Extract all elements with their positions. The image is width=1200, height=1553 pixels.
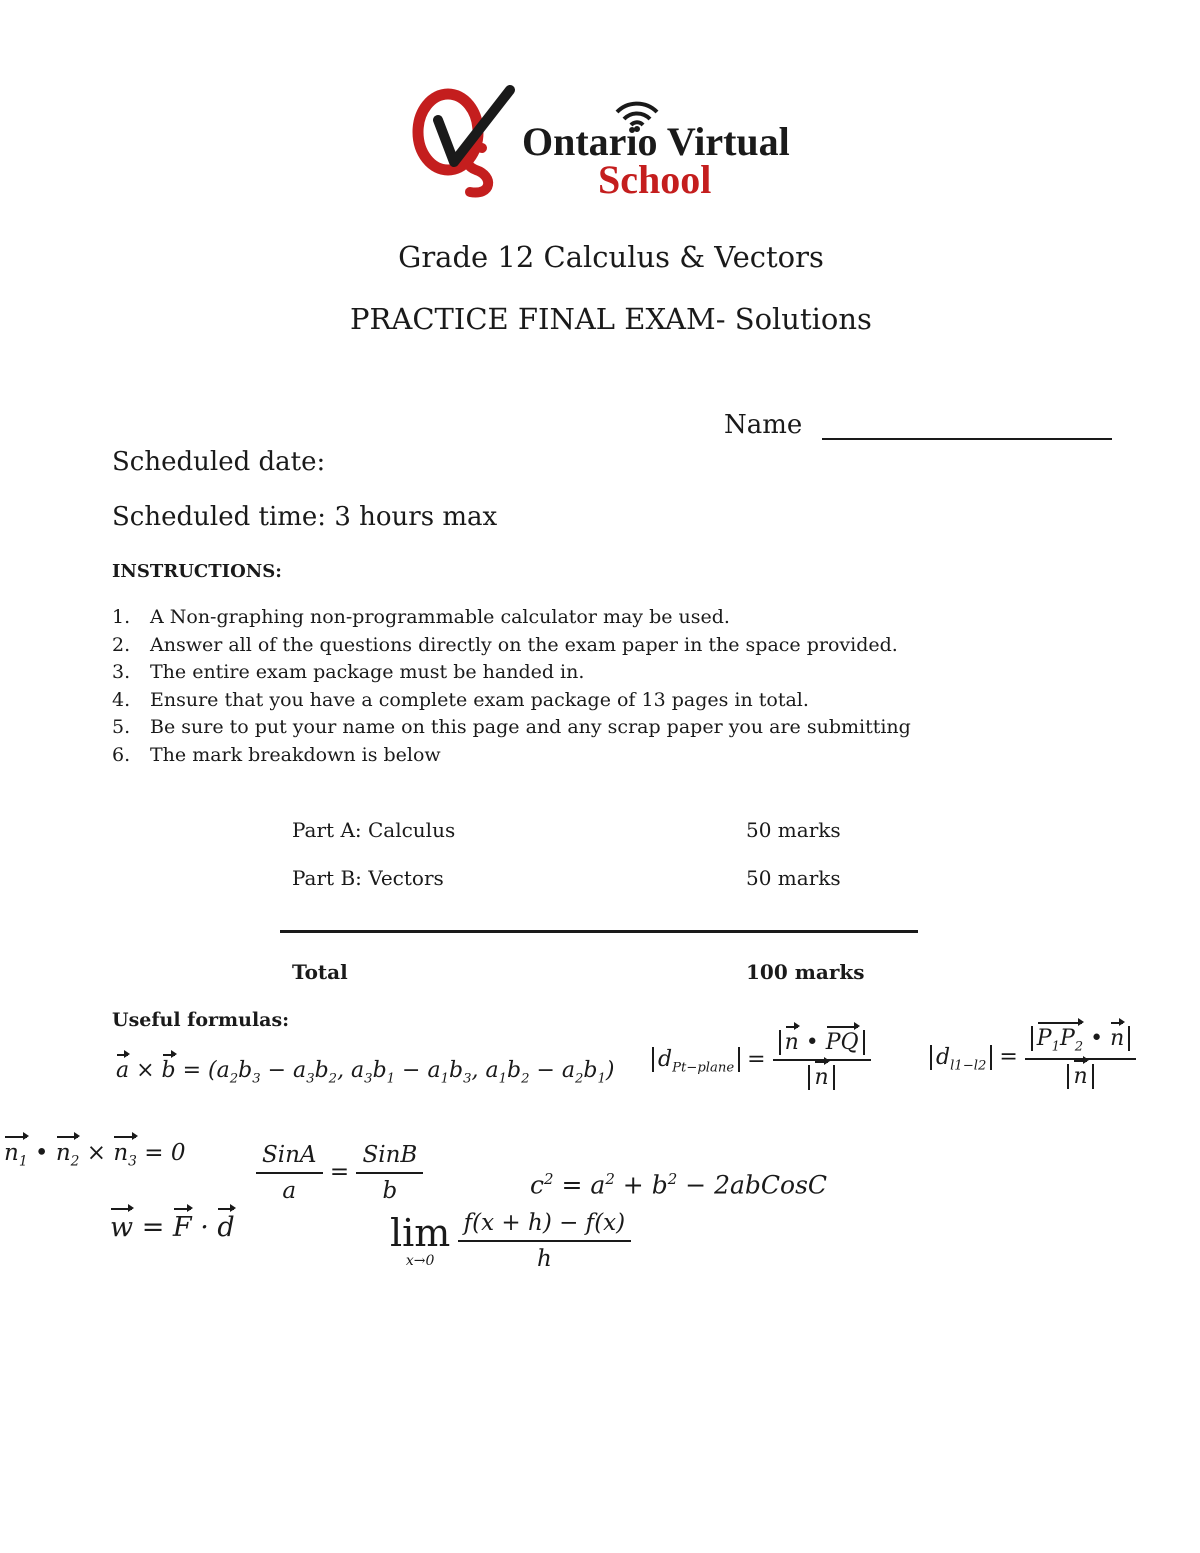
- formula-distance-point-plane: $d_{Pt-plane}$ = $\frac{n • PQ}{n}$: [652, 1030, 871, 1090]
- scheduled-time: Scheduled time: 3 hours max: [112, 502, 498, 532]
- formula-limit-derivative: lim x→0 $\frac{f(x + h) - f(x)}{h}$: [390, 1210, 631, 1272]
- formula-cross-product: $a \times b = (a_2b_3 - a_3b_2$, $a_3b_1 - a_1b_3$, $a_1b_2 - a_2b_1$): [116, 1058, 615, 1087]
- formula-work: w = F · d: [110, 1212, 235, 1243]
- formula-distance-lines: $d_{l1-l2}$ = $\frac{P_1P_2 • n}{n}$: [930, 1026, 1136, 1089]
- list-item: 4. Ensure that you have a complete exam package of 13 pages in total.: [112, 688, 809, 711]
- logo-text-ontario-virtual: Ontario Virtual: [522, 119, 790, 164]
- formula-triple-product: $n_1$ • $n_2 \times n_3 = 0$: [4, 1140, 186, 1170]
- formula-cosine-law: $c^2 = a^2 + b^2$ − 2abCosC: [530, 1170, 828, 1200]
- total-label: Total: [292, 960, 348, 984]
- total-marks: 100 marks: [746, 960, 865, 984]
- logo-text-school: School: [598, 157, 712, 202]
- name-field[interactable]: [822, 438, 1112, 440]
- instructions-list: [112, 604, 911, 769]
- part-b-label: Part B: Vectors: [292, 866, 444, 890]
- formulas-heading: Useful formulas:: [112, 1009, 290, 1031]
- part-b-marks: 50 marks: [746, 866, 841, 890]
- school-logo: [410, 84, 820, 202]
- course-title: Grade 12 Calculus & Vectors: [398, 240, 824, 274]
- part-a-label: Part A: Calculus: [292, 818, 456, 842]
- list-item: 1. A Non-graphing non-programmable calculator may be used.: [112, 606, 730, 628]
- instructions-heading: INSTRUCTIONS:: [112, 561, 282, 582]
- logo-os-mark-icon: [410, 84, 520, 202]
- total-divider: [280, 930, 918, 933]
- list-item: 3. The entire exam package must be handed in.: [112, 661, 585, 683]
- formula-sine-law: $\frac{\text{SinA}}{a}$ = $\frac{\text{SinB}}{b}$: [256, 1142, 423, 1204]
- name-label: Name: [724, 410, 803, 440]
- list-item: 2. Answer all of the questions directly on the exam paper in the space provided.: [112, 633, 898, 656]
- scheduled-date: Scheduled date:: [112, 447, 326, 477]
- list-item: 5. Be sure to put your name on this page and any scrap paper you are submitting: [112, 716, 911, 738]
- list-item: 6. The mark breakdown is below: [112, 743, 441, 766]
- part-a-marks: 50 marks: [746, 818, 841, 842]
- exam-title: PRACTICE FINAL EXAM- Solutions: [350, 302, 872, 336]
